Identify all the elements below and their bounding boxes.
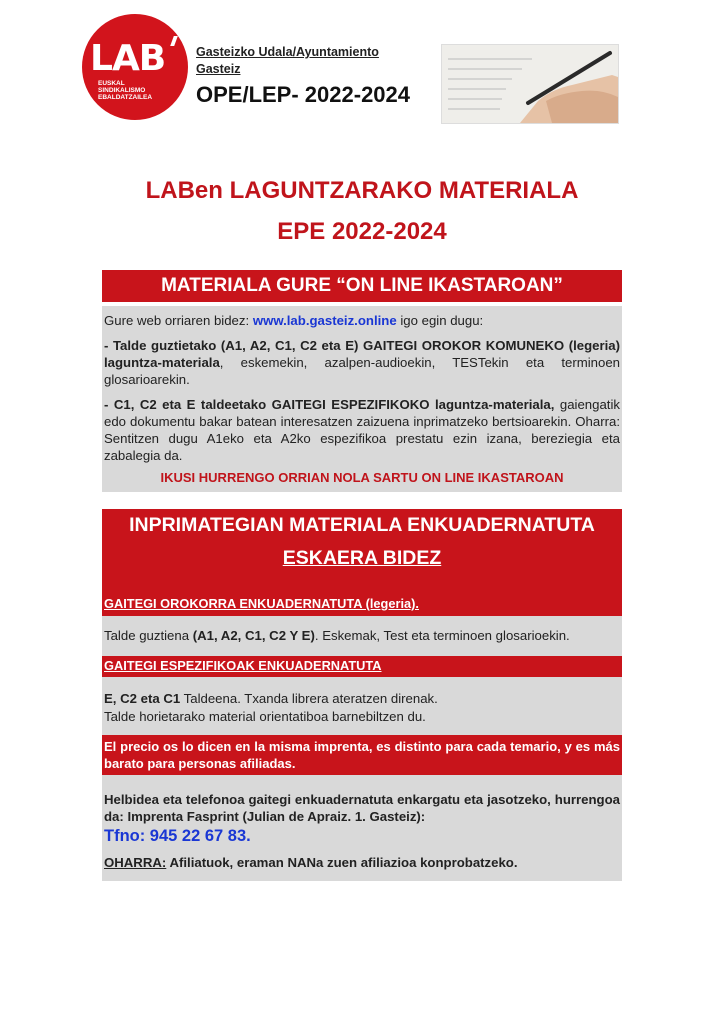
sub1-text-bold: (A1, A2, C1, C2 Y E) [192, 628, 315, 643]
logo-sub-1: EUSKAL [98, 80, 125, 87]
logo-text: LAB [90, 38, 166, 79]
note-line [104, 854, 620, 871]
sub1-text-post: . Eskemak, Test eta terminoen glosarioekin. [314, 628, 570, 643]
item1-bold: - Talde guztietako (A1, A2, C1, C2 eta E) GAITEGI OROKOR KOMUNEKO (legeria) laguntza-materiala [104, 338, 620, 370]
org-line-1: Gasteizko Udala/Ayuntamiento [196, 45, 379, 59]
logo-mark-icon [170, 36, 178, 46]
intro-text: Gure web orriaren bidez: [104, 313, 253, 328]
logo-sub-2: SINDIKALISMO [98, 87, 146, 94]
note-text: Afiliatuok, eraman NANa zuen afiliazioa konprobatzeko. [166, 855, 518, 870]
org-line-2: Gasteiz [196, 62, 241, 76]
writing-photo [441, 44, 619, 124]
phone-number: Tfno: 945 22 67 83. [104, 827, 251, 845]
price-note: El precio os lo dicen en la misma imprenta, es distinto para cada temario, y es más barato para personas afiliadas. [104, 739, 620, 771]
sub2-line1-bold: E, C2 eta C1 [104, 691, 181, 706]
sub2-line-1 [104, 690, 620, 707]
item2-bold: - C1, C2 eta E taldeetako GAITEGI ESPEZIFIKOKO laguntza-materiala, [104, 397, 555, 412]
section2-heading-2: ESKAERA BIDEZ [282, 547, 442, 569]
contact-text: Helbidea eta telefonoa gaitegi enkuadernatuta enkargatu eta jasotzeko, hurrengoa da: Imprenta Fasprint (Julian de Apraiz. 1. Gasteiz): [104, 792, 620, 824]
sub1-heading: GAITEGI OROKORRA ENKUADERNATUTA (legeria). [104, 596, 419, 611]
sub2-heading: GAITEGI ESPEZIFIKOAK ENKUADERNATUTA [104, 658, 382, 673]
sub1-text [104, 627, 620, 644]
sub1-text-pre: Talde guztiena [104, 628, 193, 643]
ope-title: OPE/LEP- 2022-2024 [196, 82, 411, 107]
online-course-cta: IKUSI HURRENGO ORRIAN NOLA SARTU ON LINE IKASTAROAN [160, 470, 564, 485]
lab-logo [82, 14, 188, 120]
sub2-line1-rest: Taldeena. Txanda librera ateratzen direnak. [180, 691, 438, 706]
section1-intro [104, 312, 620, 329]
section2-heading-1: INPRIMATEGIAN MATERIALA ENKUADERNATUTA [129, 514, 595, 536]
website-link[interactable]: www.lab.gasteiz.online [252, 313, 397, 328]
note-label: OHARRA: [104, 855, 167, 870]
item1-rest: , eskemekin, azalpen-audioekin, TESTekin eta terminoen glosarioarekin. [104, 355, 620, 387]
item2-rest: gaiengatik edo dokumentu bakar batean interesatzen zaizuena inprimatzeko bertsioarekin. Oharra: Sentitzen dugu A1eko eta A2ko espezifikoa prestatu ezin izana, bereziegia eta zabalegia da. [104, 397, 620, 463]
hand-writing-icon [442, 45, 618, 123]
intro-text-end: igo egin dugu: [396, 313, 484, 328]
section1-item-1 [104, 337, 620, 388]
main-title-line-2: EPE 2022-2024 [277, 218, 447, 245]
main-title-line-1: LABen LAGUNTZARAKO MATERIALA [145, 177, 579, 204]
section1-item-2 [104, 396, 620, 464]
logo-sub-3: EBALDATZAILEA [98, 94, 153, 101]
sub2-line-2: Talde horietarako material orientatiboa barnebiltzen du. [104, 709, 426, 724]
section1-heading: MATERIALA GURE “ON LINE IKASTAROAN” [102, 270, 622, 302]
